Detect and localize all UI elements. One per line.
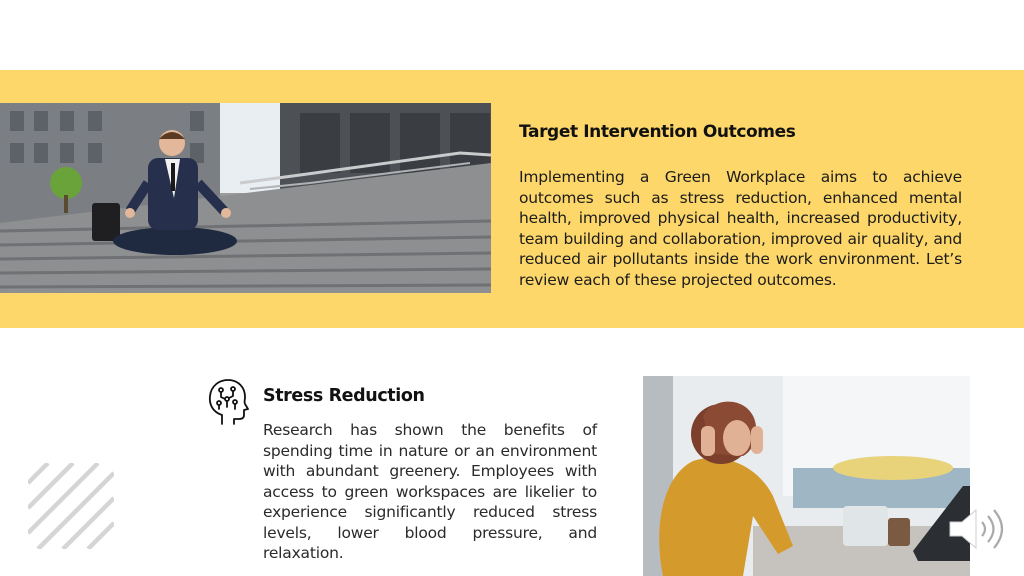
intervention-outcomes-body: Implementing a Green Workplace aims to achieve outcomes such as stress reduction, enhanced mental health, improved physical health, increased productivity, team building and collaboration, improved air quality, and reduced air pollutants inside the work environment. Let’s review each of these projected outcomes.	[519, 168, 962, 289]
brain-head-icon	[207, 378, 249, 426]
intervention-outcomes-title: Target Intervention Outcomes	[519, 122, 796, 142]
stressed-woman-photo	[643, 376, 970, 576]
stress-reduction-body: Research has shown the benefits of spending time in nature or an environment with abundant greenery. Employees with access to green workspaces are likelier to experience significantly reduced stress levels, lower blood pressure, and relaxation.	[263, 421, 597, 562]
meditating-businessman-photo	[0, 103, 491, 293]
stress-reduction-title: Stress Reduction	[263, 386, 425, 406]
speaker-icon[interactable]	[946, 506, 1008, 552]
decorative-stripes	[28, 463, 114, 549]
